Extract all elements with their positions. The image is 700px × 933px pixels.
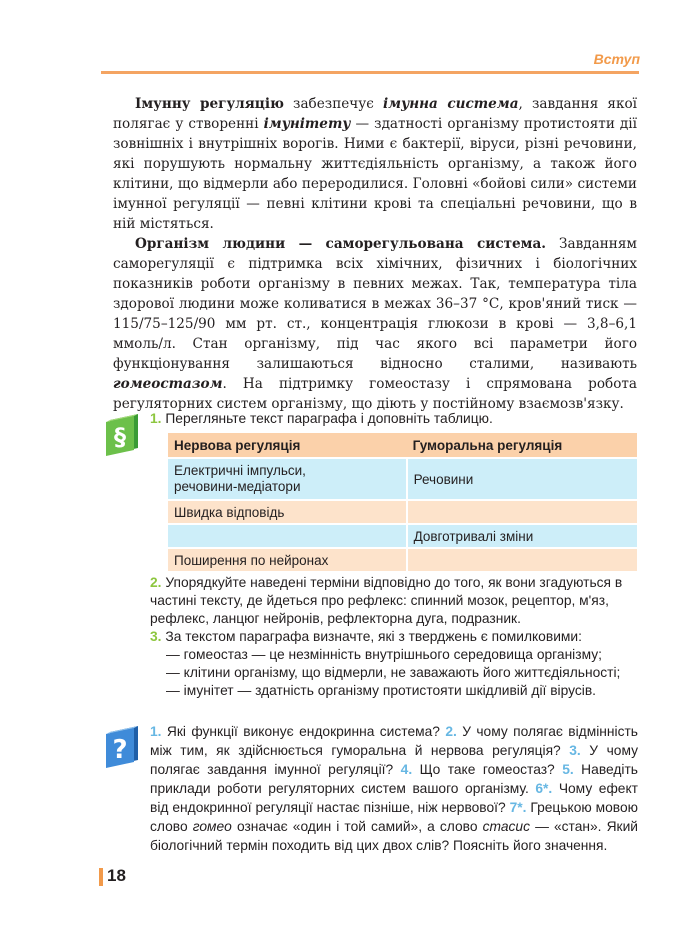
- task-1-number: 1.: [150, 411, 162, 426]
- section-sign-icon: [104, 412, 142, 456]
- question-number: 4.: [400, 762, 413, 777]
- table-cell: Довготривалі зміни: [407, 524, 637, 548]
- task-2: [150, 574, 640, 628]
- task-3: [150, 628, 640, 700]
- task-2-text: Упорядкуйте наведені терміни відповідно до того, як вони згадуються в частині тексту, де йдеться про рефлекс: спинний мозок, рецептор, м'яз, рефлекс, ланцюг нейронів, рефлекторна дуга, подразник.: [150, 575, 623, 626]
- table-header-humoral: Гуморальна регуляція: [407, 433, 637, 458]
- table-cell: [407, 500, 637, 524]
- question-number: 1.: [150, 724, 162, 739]
- section-title: Вступ: [593, 51, 640, 67]
- list-item: — імунітет — здатність організму протистояти шкідливій дії вірусів.: [166, 683, 596, 698]
- table-cell: Електричні імпульси, речовини-медіатори: [168, 458, 407, 500]
- question-number: 3.: [569, 743, 581, 758]
- task-2-number: 2.: [150, 575, 162, 590]
- table-header-row: [168, 433, 637, 458]
- page-number: 18: [107, 866, 126, 885]
- task-1: [150, 410, 640, 428]
- list-item: — гомеостаз — це незмінність внутрішнього середовища організму;: [166, 647, 602, 662]
- task-1-text: Перегляньте текст параграфа і доповніть таблицю.: [165, 411, 493, 426]
- question-number: 5.: [562, 762, 574, 777]
- paragraph-self-regulation: Організм людини — саморегульована система. Завданням саморегуляції є підтримка всіх хімічних, фізичних і біологічних показників роботи організму в певних межах. Так, температура тіла здорової людини може коливатися в межах 36–37 °С, кров'яний тиск — 115/75–125/90 мм рт. ст., концентрація глюкози в крові — 3,8–6,1 ммоль/л. Стан організму, під час якого всі параметри його функціонування залишаються відносно сталими, називають гомеостазом. На підтримку гомеостазу і спрямована робота регуляторних систем організму, що діють у постійному взаємозв'язку.: [113, 236, 637, 412]
- term-immunity: імунітету: [263, 116, 351, 132]
- header-divider: [101, 71, 639, 74]
- review-questions: 1. Які функції виконує ендокринна система? 2. У чому полягає відмінність між тим, як здійснюється гуморальна й нервова регуляція? 3. У чому полягає завдання імунної регуляції? 4. Що таке гомеостаз? 5. Наведіть приклади роботи регуляторних систем вашого організму. 6*. Чому ефект від ендокринної регуляції настає пізніше, ніж нервової? 7*. Грецькою мовою слово гомео означає «один і той самий», а слово стасис — «стан». Який біологічний термін походить від цих двох слів? Поясніть його значення.: [150, 724, 638, 853]
- main-text: [113, 94, 637, 414]
- svg-text:§: §: [114, 423, 126, 451]
- table-row: [168, 548, 637, 572]
- task-3-text: За текстом параграфа визначте, які з тверджень є помилковими:: [165, 629, 582, 644]
- svg-text:?: ?: [112, 735, 128, 765]
- term-immune-system: імунна система: [382, 96, 519, 112]
- term-homeostasis: гомеостазом: [113, 376, 223, 392]
- table-cell: [168, 524, 407, 548]
- regulation-table: [168, 433, 637, 573]
- term-self-regulated: Організм людини — саморегульована система.: [135, 236, 547, 252]
- table-cell: Речовини: [407, 458, 637, 500]
- question-number: 2.: [445, 724, 457, 739]
- table-cell: [407, 548, 637, 572]
- list-item: — клітини організму, що відмерли, не заважають його життєдіяльності;: [166, 665, 621, 680]
- term-immune-regulation: Імунну регуляцію: [135, 96, 284, 112]
- question-number: 6*.: [535, 781, 553, 796]
- task-3-number: 3.: [150, 629, 162, 644]
- greek-word-homeo: гомео: [192, 819, 232, 834]
- table-row: [168, 458, 637, 500]
- table-row: [168, 500, 637, 524]
- paragraph-immune: Імунну регуляцію забезпечує імунна система, завдання якої полягає у створенні імунітету — здатності організму протистояти дії зовнішніх і внутрішніх ворогів. Ними є бактерії, віруси, різні речовини, які порушують нормальну життєдіяльність організму, а також його клітини, що відмерли або переродилися. Головні «бойові сили» системи імунної регуляції — певні клітини крові та спеціальні речовини, що в ній містяться.: [113, 96, 637, 232]
- question-number: 7*.: [509, 800, 527, 815]
- page-number-marker: [99, 868, 103, 886]
- table-header-nervous: Нервова регуляція: [168, 433, 407, 458]
- table-cell: Поширення по нейронах: [168, 548, 407, 572]
- table-cell: Швидка відповідь: [168, 500, 407, 524]
- question-mark-icon: [104, 724, 142, 768]
- greek-word-stasis: стасис: [482, 819, 530, 834]
- table-row: [168, 524, 637, 548]
